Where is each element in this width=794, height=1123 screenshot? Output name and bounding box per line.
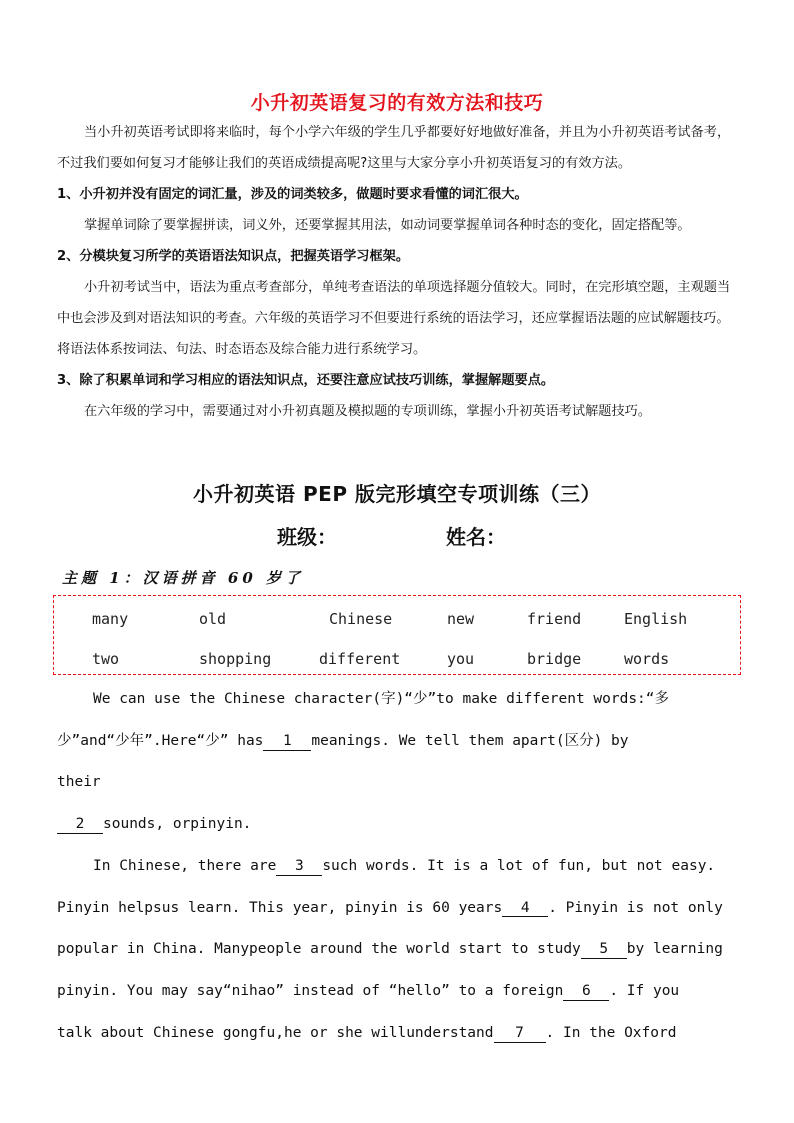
word-bank-item: different xyxy=(319,650,401,668)
answer-blank[interactable]: 1 xyxy=(263,734,311,751)
word-bank-item: English xyxy=(624,610,688,628)
word-bank xyxy=(53,595,741,675)
word-bank-item: friend xyxy=(527,610,582,628)
passage-line: 2 sounds, orpinyin. xyxy=(57,804,741,846)
passage-line: pinyin. You may say“nihao” instead of “hello” to a foreign 6 . If you xyxy=(57,982,680,999)
passage-line: We can use the Chinese character(字)“少”to make different words:“多 xyxy=(93,691,670,707)
tip-heading-2: 2、分模块复习所学的英语语法知识点，把握英语学习框架。 xyxy=(57,249,410,264)
passage-line: their xyxy=(57,774,101,791)
word-bank-item: bridge xyxy=(527,650,582,668)
word-bank-item: shopping xyxy=(199,650,272,668)
word-bank-item: many xyxy=(92,610,129,628)
intro-paragraph: 当小升初英语考试即将来临时，每个小学六年级的学生几乎都要好好地做好准备，并且为小升初英语考试备考，不过我们要如何复习才能够让我们的英语成绩提高呢?这里与大家分享小升初英语复习的有效方法。 xyxy=(57,125,731,171)
topic-heading: 主题 1：汉语拼音 60 岁了 xyxy=(62,569,304,587)
tip-heading-3: 3、除了积累单词和学习相应的语法知识点，还要注意应试技巧训练，掌握解题要点。 xyxy=(57,373,555,388)
tip-paragraph-2: 小升初考试当中，语法为重点考查部分，单纯考查语法的单项选择题分值较大。同时，在完形填空题，主观题当中也会涉及到对语法知识的考查。六年级的英语学习不但要进行系统的语法学习，还应掌握语法题的应试解题技巧。将语法体系按词法、句法、时态语态及综合能力进行系统学习。 xyxy=(57,280,731,357)
answer-blank[interactable]: 2 xyxy=(57,817,103,834)
answer-blank[interactable]: 7 xyxy=(494,1026,546,1043)
tip-heading-1: 1、小升初并没有固定的词汇量，涉及的词类较多，做题时要求看懂的词汇很大。 xyxy=(57,187,528,202)
passage-line: Pinyin helpsus learn. This year, pinyin is 60 years 4 . Pinyin is not only xyxy=(57,899,723,916)
passage-line: talk about Chinese gongfu,he or she willunderstand 7 . In the Oxford xyxy=(57,1024,677,1041)
word-bank-item: Chinese xyxy=(329,610,393,628)
answer-blank[interactable]: 5 xyxy=(581,942,627,959)
class-label: 班级： xyxy=(277,525,337,549)
word-bank-item: old xyxy=(199,610,227,628)
tip-paragraph-3: 在六年级的学习中，需要通过对小升初真题及模拟题的专项训练，掌握小升初英语考试解题技巧。 xyxy=(84,404,652,419)
worksheet-title: 小升初英语 PEP 版完形填空专项训练（三） xyxy=(193,482,601,506)
passage-line: In Chinese, there are 3 such words. It is a lot of fun, but not easy. xyxy=(93,857,716,874)
cloze-passage xyxy=(57,679,741,1054)
answer-blank[interactable]: 6 xyxy=(563,984,609,1001)
answer-blank[interactable]: 4 xyxy=(502,901,548,918)
tip-paragraph-1: 掌握单词除了要掌握拼读，词义外，还要掌握其用法，如动词要掌握单词各种时态的变化，固定搭配等。 xyxy=(84,218,691,233)
intro-section xyxy=(57,117,741,427)
word-bank-item: you xyxy=(447,650,475,668)
answer-blank[interactable]: 3 xyxy=(276,859,322,876)
passage-line: popular in China. Manypeople around the world start to study 5 by learning xyxy=(57,941,723,958)
word-bank-item: new xyxy=(447,610,475,628)
passage-line: 少”and“少年”.Here“少” has 1 meanings. We tell them apart(区分) by xyxy=(57,732,629,749)
word-bank-item: two xyxy=(92,650,120,668)
page-title: 小升初英语复习的有效方法和技巧 xyxy=(250,92,544,114)
name-label: 姓名： xyxy=(446,525,506,549)
word-bank-item: words xyxy=(624,650,670,668)
